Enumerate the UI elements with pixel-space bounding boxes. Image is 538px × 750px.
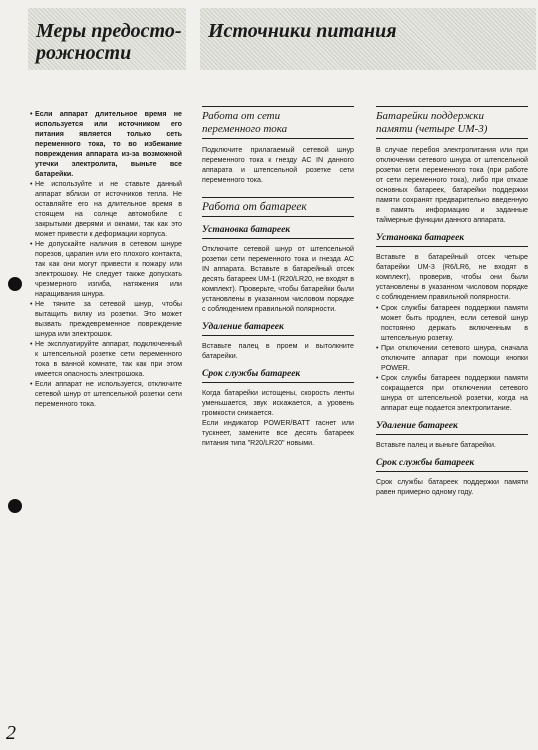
section-title-mains: Работа от сети переменного тока [202, 106, 354, 139]
precaution-item: • Не тяните за сетевой шнур, чтобы вытащить вилку из розетки. Это может вызвать преждевременное повреждение шнура или электрошок. [30, 299, 182, 339]
batteries-life-text: Если индикатор POWER/BATT гаснет или тускнеет, замените все десять батареек питания типа "R20/LR20" новыми. [202, 419, 354, 447]
precaution-item: • Если аппарат не используется, отключите сетевой шнур от штепсельной розетки сети переменного тока. [30, 379, 182, 409]
section-title-batteries: Работа от батареек [202, 197, 354, 217]
memory-removal-text: Вставьте палец и выньте батарейки. [376, 441, 496, 449]
subsection-title-install: Установка батареек [376, 233, 528, 247]
memory-install-text: Вставьте в батарейный отсек четыре батарейки UM-3 (R6/LR6, не входят в комплект), проверив, чтобы они были установлены в указанном числовом порядке с соблюдением правильной полярности. [376, 253, 528, 301]
binder-hole-mark [8, 499, 22, 513]
subsection-title-life: Срок службы батареек [376, 458, 528, 472]
page-number: 2 [6, 722, 16, 744]
section-title-memory-backup: Батарейки поддержки памяти (четыре UM-3) [376, 106, 528, 139]
precautions-column [30, 109, 182, 409]
memory-intro-text: В случае перебоя электропитания или при отключении сетевого шнура от штепсельной розетки сети переменного тока (при работе от сети переменного тока), либо при отказе основных батареек, батарейки поддержки памяти сохранят предварительно введенную в память информацию и заданные таймерные функции данного аппарата. [376, 146, 528, 224]
memory-note: • Срок службы батареек поддержки памяти сокращается при отключении сетевого шнура от штепсельной розетки, когда на аппарат еще подается электропитание. [376, 373, 528, 413]
batteries-removal-text: Вставьте палец в проем и вытолкните батарейки. [202, 342, 354, 360]
memory-life-text: Срок службы батареек поддержки памяти равен примерно одному году. [376, 478, 528, 496]
mains-text: Подключите прилагаемый сетевой шнур переменного тока к гнезду AC IN данного аппарата и штепсельной розетке сети переменного тока. [202, 146, 354, 184]
binder-hole-mark [8, 277, 22, 291]
subsection-title-life: Срок службы батареек [202, 369, 354, 383]
mains-and-batteries-column [202, 106, 354, 452]
memory-note: • При отключении сетевого шнура, сначала отключите аппарат при помощи кнопки POWER. [376, 343, 528, 373]
precaution-item: • Если аппарат длительное время не используется или источником его питания является только сеть переменного тока, то во избежание повреждения аппарата из-за возможной утечки электролита, выньте все батарейки. [30, 109, 182, 179]
memory-note: • Срок службы батареек поддержки памяти может быть продлен, если сетевой шнур постоянно держать включенным в штепсельную розетку. [376, 303, 528, 343]
page-title-power-sources: Источники питания [208, 20, 397, 42]
header-band-precautions [28, 8, 186, 70]
page-title-precautions: Меры предосто- рожности [36, 20, 182, 64]
subsection-title-removal: Удаление батареек [202, 322, 354, 336]
precaution-item: • Не используйте и не ставьте данный аппарат вблизи от источников тепла. Не оставляйте его на длительное время в стоящем на солнце автомобиле с закрытыми дверями и окнами, так как это может привести к деформации корпуса. [30, 179, 182, 239]
batteries-life-text: Когда батарейки истощены, скорость ленты уменьшается, звук искажается, а уровень громкости снижается. [202, 389, 354, 417]
precaution-item: • Не эксплуатируйте аппарат, подключенный к штепсельной розетке сети переменного тока в ванной комнате, так как при этом имеется опасность электрошока. [30, 339, 182, 379]
subsection-title-removal: Удаление батареек [376, 421, 528, 435]
precaution-item: • Не допускайте наличия в сетевом шнуре порезов, царапин или его плохого контакта, так как они могут привести к пожару или электрошоку. Не следует также допускать чрезмерного изгиба, натяжения или наращивания шнура. [30, 239, 182, 299]
subsection-title-install: Установка батареек [202, 225, 354, 239]
memory-backup-column [376, 106, 528, 501]
batteries-install-text: Отключите сетевой шнур от штепсельной розетки сети переменного тока и гнезда AC IN аппарата. Вставьте в батарейный отсек десять батареек UM-1 (R20/LR20, не входят в комплект). Проверьте, чтобы батарейки были установлены в указанном числовом порядке с соблюдением правильной полярности. [202, 245, 354, 313]
header-band-power-sources [200, 8, 536, 70]
